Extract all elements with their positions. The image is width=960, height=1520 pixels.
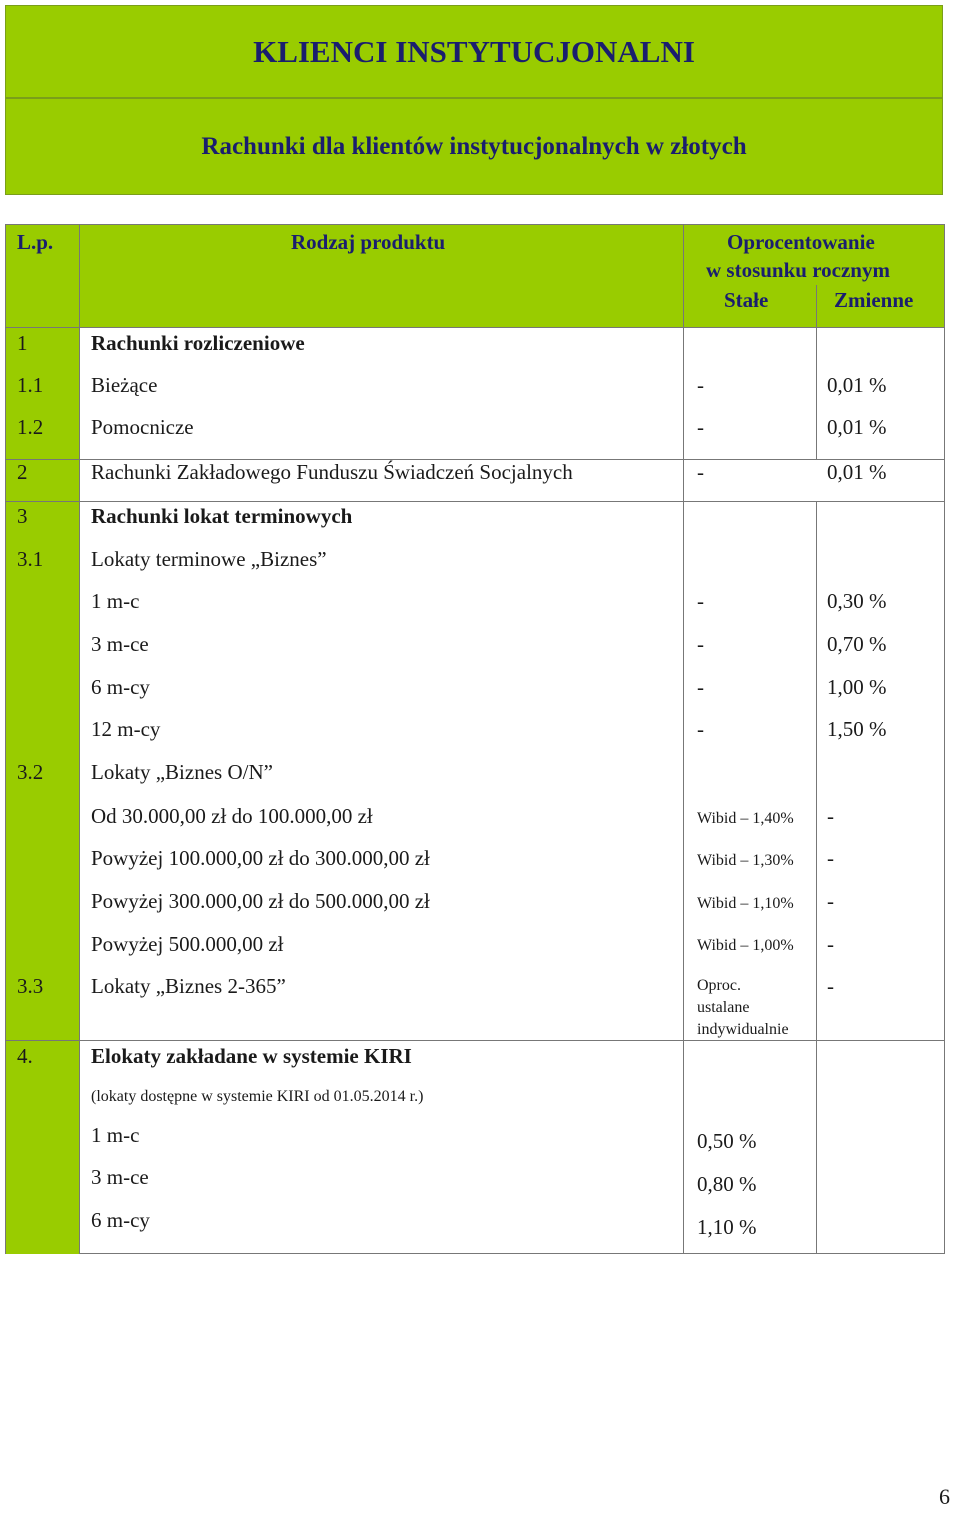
term-fixed: - — [697, 589, 704, 613]
section-subtitle: Rachunki dla klientów instytucjonalnych w złotych — [5, 98, 943, 195]
term-variable: 1,50 % — [827, 717, 887, 741]
fixed-2-365-line2: ustalane — [697, 999, 750, 1016]
product-biezace: Bieżące — [91, 373, 158, 397]
header-rate-line1: Oprocentowanie — [727, 230, 875, 254]
tier-name: Powyżej 500.000,00 zł — [91, 932, 284, 956]
term-name: 12 m-cy — [91, 717, 161, 741]
tier-fixed: Wibid – 1,40% — [697, 810, 794, 827]
tier-name: Powyżej 300.000,00 zł do 500.000,00 zł — [91, 889, 430, 913]
product-lokaty-2-365: Lokaty „Biznes 2-365” — [91, 974, 286, 998]
term-fixed: - — [697, 675, 704, 699]
divider-rate-2 — [816, 501, 817, 1254]
product-elokaty-kiri: Elokaty zakładane w systemie KIRI — [91, 1044, 412, 1068]
lp-3-3: 3.3 — [17, 974, 44, 998]
term-variable: 1,00 % — [827, 675, 887, 699]
lp-4: 4. — [17, 1044, 33, 1068]
product-rachunki-rozliczeniowe: Rachunki rozliczeniowe — [91, 331, 305, 355]
lp-3: 3 — [17, 504, 28, 528]
tier-variable: - — [827, 889, 834, 913]
product-zfss: Rachunki Zakładowego Funduszu Świadczeń Socjalnych — [91, 460, 573, 484]
product-lokaty-terminowe: Rachunki lokat terminowych — [91, 504, 353, 528]
tier-fixed: Wibid – 1,30% — [697, 852, 794, 869]
rates-table — [5, 224, 945, 1254]
header-fixed: Stałe — [724, 288, 769, 312]
fixed-pomocnicze: - — [697, 415, 704, 439]
kiri-term-fixed: 0,80 % — [697, 1172, 757, 1196]
lp-1-1: 1.1 — [17, 373, 44, 397]
header-variable: Zmienne — [834, 288, 914, 312]
lp-1: 1 — [17, 331, 28, 355]
fixed-biezace: - — [697, 373, 704, 397]
tier-variable: - — [827, 846, 834, 870]
lp-3-1: 3.1 — [17, 547, 44, 571]
kiri-note: (lokaty dostępne w systemie KIRI od 01.05.2014 r.) — [91, 1088, 424, 1105]
page-title: KLIENCI INSTYTUCJONALNI — [5, 5, 943, 98]
row-line-4 — [6, 1040, 944, 1041]
page-number: 6 — [939, 1484, 950, 1509]
kiri-term-name: 6 m-cy — [91, 1208, 150, 1232]
tier-variable: - — [827, 804, 834, 828]
term-variable: 0,70 % — [827, 632, 887, 656]
term-name: 6 m-cy — [91, 675, 150, 699]
header-rate-line2: w stosunku rocznym — [706, 258, 890, 282]
term-name: 1 m-c — [91, 589, 140, 613]
fixed-2-365-line1: Oproc. — [697, 977, 741, 994]
lp-1-2: 1.2 — [17, 415, 44, 439]
kiri-term-name: 1 m-c — [91, 1123, 140, 1147]
variable-zfss: 0,01 % — [827, 460, 887, 484]
divider-lp — [79, 225, 80, 1254]
header-product: Rodzaj produktu — [291, 230, 446, 254]
variable-2-365: - — [827, 974, 834, 998]
product-pomocnicze: Pomocnicze — [91, 415, 194, 439]
divider-rate-1 — [816, 327, 817, 459]
header-bottom-line — [6, 327, 944, 328]
divider-rate-header — [816, 285, 817, 327]
divider-product — [683, 225, 684, 1254]
tier-fixed: Wibid – 1,10% — [697, 895, 794, 912]
kiri-term-name: 3 m-ce — [91, 1165, 149, 1189]
row-line-3 — [6, 501, 944, 502]
term-fixed: - — [697, 717, 704, 741]
variable-biezace: 0,01 % — [827, 373, 887, 397]
fixed-zfss: - — [697, 460, 704, 484]
tier-name: Od 30.000,00 zł do 100.000,00 zł — [91, 804, 373, 828]
product-lokaty-biznes: Lokaty terminowe „Biznes” — [91, 547, 327, 571]
term-name: 3 m-ce — [91, 632, 149, 656]
kiri-term-fixed: 0,50 % — [697, 1129, 757, 1153]
term-variable: 0,30 % — [827, 589, 887, 613]
header-lp: L.p. — [17, 230, 54, 254]
tier-fixed: Wibid – 1,00% — [697, 937, 794, 954]
variable-pomocnicze: 0,01 % — [827, 415, 887, 439]
product-lokaty-on: Lokaty „Biznes O/N” — [91, 760, 273, 784]
kiri-term-fixed: 1,10 % — [697, 1215, 757, 1239]
tier-name: Powyżej 100.000,00 zł do 300.000,00 zł — [91, 846, 430, 870]
lp-3-2: 3.2 — [17, 760, 44, 784]
term-fixed: - — [697, 632, 704, 656]
fixed-2-365-line3: indywidualnie — [697, 1021, 789, 1038]
lp-2: 2 — [17, 460, 28, 484]
tier-variable: - — [827, 932, 834, 956]
